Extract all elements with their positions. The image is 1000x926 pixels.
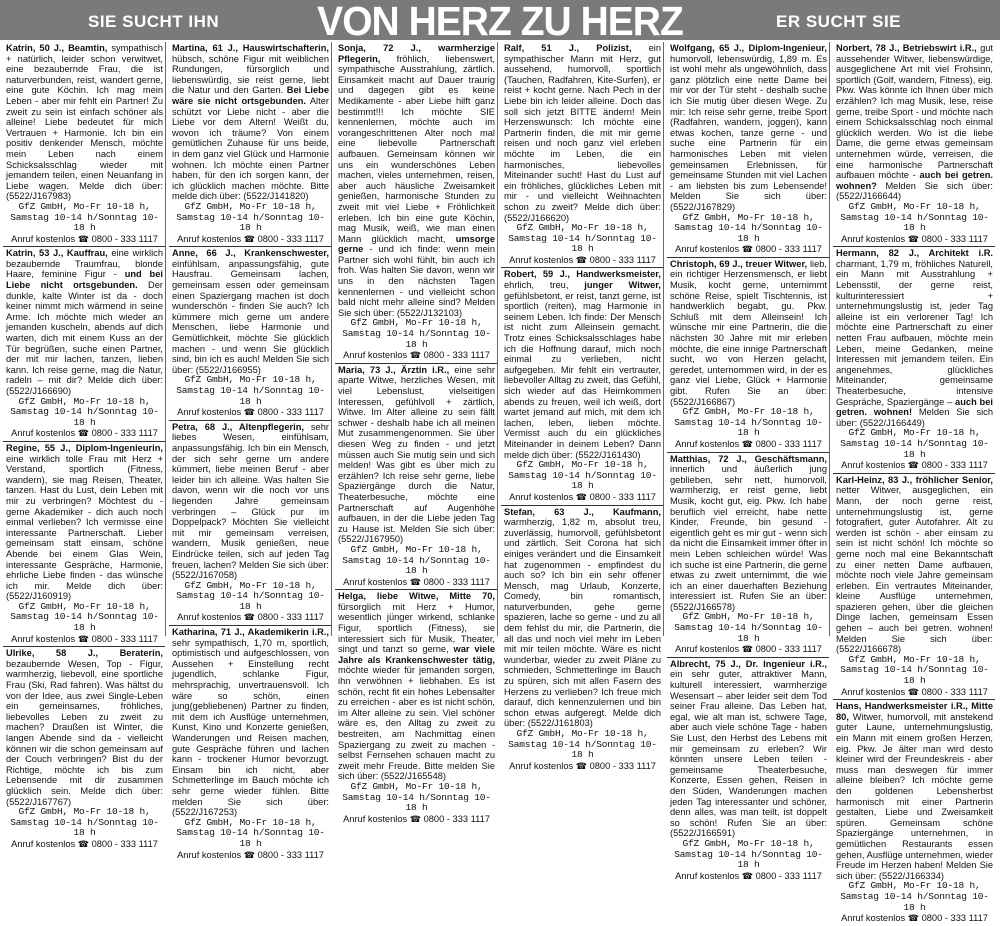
ad-column [3, 42, 166, 849]
classified-ad [667, 453, 829, 658]
contact-hours: Samstag 10-14 h/Sonntag 10-18 h [840, 211, 989, 234]
contact-phone-line [338, 814, 495, 825]
telephone-icon: ☎ [575, 254, 587, 265]
telephone-icon: ☎ [243, 407, 255, 418]
contact-block [504, 729, 661, 771]
contact-phone-number[interactable]: 0800 - 333 1117 [921, 686, 988, 697]
classified-ad [501, 268, 663, 505]
ad-column [501, 42, 664, 771]
contact-block [836, 202, 993, 244]
contact-phone-line [504, 255, 661, 266]
ad-text [172, 422, 329, 581]
ad-column [169, 42, 332, 860]
telephone-icon: ☎ [741, 438, 753, 449]
contact-call-label: Anruf kostenlos [177, 612, 242, 623]
ad-text [670, 454, 827, 613]
classified-ad [169, 626, 331, 862]
contact-company: GfZ GmbH, Mo-Fr 10-18 h, [18, 806, 151, 818]
contact-company: GfZ GmbH, Mo-Fr 10-18 h, [184, 200, 317, 212]
ad-highlight: und bei Liebe nicht ortsgebunden. [6, 269, 163, 291]
ad-highlight: auch bei getren. wohnen! [836, 396, 993, 418]
contact-phone-number[interactable]: 0800 - 333 1117 [91, 838, 158, 849]
ad-body: warmherzig, 1,82 m, absolut treu, zuverlässig, humorvoll, gefühlsbetont und zärtlich. Seit Corona hat sich einiges verändert und die Einsamkeit hat zugenommen - empfindest du auch so? Ich bin ein sehr offener Mensch, mag Urlaub, Konzerte, Comedy, bin romantisch, naturverbunden, gehe gerne spazieren, lache so gerne - und zu all dem fehlst du mir, die Partnerin, die all das und noch viel mehr im Leben mit mir teilen möchte. Wäre es nicht wunderbar, wieder zu zweit Pläne zu schmieden, Schmetterlinge im Bauch zu spüren, sich mit allen Fasern des Herzens zu verlieben? Ich freue mich darauf, dich kennenzulernen und bin schon etwas aufgeregt. Melde dich über: (5522/J161803) [504, 517, 661, 729]
header-right-label: ER SUCHT SIE [776, 12, 902, 31]
classified-ad [169, 421, 331, 626]
ad-title: Martina, 61 J., Hauswirtschafterin, [172, 43, 329, 53]
contact-phone-number[interactable]: 0800 - 333 1117 [257, 849, 324, 860]
contact-company: GfZ GmbH, Mo-Fr 10-18 h, [350, 780, 483, 792]
contact-company: GfZ GmbH, Mo-Fr 10-18 h, [18, 600, 151, 612]
contact-phone-number[interactable]: 0800 - 333 1117 [423, 576, 490, 587]
contact-phone-line [670, 244, 827, 255]
contact-phone-line [670, 644, 827, 655]
telephone-icon: ☎ [741, 870, 753, 881]
ad-title: Katrin, 53 J., Kauffrau, [6, 248, 108, 259]
classified-ad [501, 506, 663, 774]
contact-phone-line [836, 687, 993, 698]
contact-block [338, 318, 495, 360]
ad-body: charmant, 1,79 m, fröhliches Naturell, ein Mann mit Ausstrahlung + Lebensstil, der gerne reist, kulturinteressiert + unternehmungslustig ist, jeder Tag alleine ist ein verlorener Tag! Ich möchte eine Partnerschaft zu einer netten Frau aufbauen, möchte mein Leben, meine Gedanken, meine Interessen mit jemandem teilen. Ein angenehmes, glückliches Miteinander, gemeinsame Theaterbesuche, intensive Gespräche, Spaziergänge – [836, 258, 993, 407]
ad-body: hübsch, schöne Figur mit weiblichen Rundungen, fürsorglich und liebenswürdig, sie reist gerne, liebt die Natur und den Garten. [172, 53, 329, 96]
contact-call-label: Anruf kostenlos [841, 913, 906, 924]
contact-company: GfZ GmbH, Mo-Fr 10-18 h, [682, 837, 815, 849]
contact-phone-number[interactable]: 0800 - 333 1117 [589, 760, 656, 771]
contact-company: GfZ GmbH, Mo-Fr 10-18 h, [350, 543, 483, 555]
contact-call-label: Anruf kostenlos [675, 244, 740, 255]
contact-block [6, 397, 163, 439]
classified-ad [833, 42, 995, 247]
ad-highlight: war viele Jahre als Krankenschwester tätig, [338, 644, 495, 665]
classified-ad [3, 442, 165, 647]
contact-phone-number[interactable]: 0800 - 333 1117 [921, 913, 988, 924]
ad-title: Christoph, 69 J., treuer Witwer, [670, 258, 808, 269]
ad-text [338, 365, 495, 545]
ad-highlight: umsorge gerne [338, 233, 495, 255]
ad-text [836, 475, 993, 655]
contact-call-label: Anruf kostenlos [509, 254, 574, 265]
contact-company: GfZ GmbH, Mo-Fr 10-18 h, [18, 395, 151, 407]
contact-block [836, 655, 993, 697]
ad-highlight: junger Witwer, [584, 280, 661, 291]
ad-title: Albrecht, 75 J., Dr. Ingenieur i.R., [670, 658, 827, 669]
contact-call-label: Anruf kostenlos [177, 233, 242, 244]
ad-body: bezaubernde Wesen, Top - Figur, warmherzig, liebevoll, eine sportliche Frau (Ski, Rad fahren). Was hältst du von der Idee, aus zwei Single-Leben ein gemeinsames, fröhliches, liebevolles Leben zu zweit zu machen? Draußen ist Winter, die langen Abende sind da - vielleicht können wir die schon gemeinsam auf der Couch verbringen? Bist du der Richtige, möchte ich bis zum Lebensende mit dir zusammen glücklich sein. Melde dich über: (5522/J167767) [6, 658, 163, 807]
contact-phone-line [6, 428, 163, 439]
contact-phone-number[interactable]: 0800 - 333 1117 [589, 491, 656, 502]
ad-title: Hans, Handwerksmeister i.R., Mitte 80, [836, 701, 993, 722]
contact-phone-line [172, 850, 329, 861]
telephone-icon: ☎ [77, 633, 89, 644]
ad-column [667, 42, 830, 881]
ad-body: sehr liebes Wesen, einfühlsam, anpassungsfähig. Ich bin ein Mensch, der sich sehr gerne um andere kümmert, liebe meinen Beruf - aber leider bin ich alleine. Was halten Sie davon, wenn wir die noch vor uns liegenden Jahre gemeinsam verbringen – Glück pur im Doppelpack? Möchten Sie vielleicht mit mir gemeinsam verreisen, wandern, Musik genießen, neue Eindrücke teilen, sich auf jeden Tag freuen, lachen? Melden Sie sich über: (5522/J167058) [172, 421, 329, 581]
contact-phone-line [338, 577, 495, 588]
classified-ad [667, 258, 829, 453]
contact-block [6, 602, 163, 644]
contact-hours: Samstag 10-14 h/Sonntag 10-18 h [508, 232, 657, 255]
telephone-icon: ☎ [575, 491, 587, 502]
ad-title: Ulrike, 58 J., Beraterin, [6, 648, 163, 659]
contact-hours: Samstag 10-14 h/Sonntag 10-18 h [674, 416, 823, 439]
ad-text [172, 627, 329, 818]
contact-company: GfZ GmbH, Mo-Fr 10-18 h, [682, 406, 815, 418]
contact-phone-number[interactable]: 0800 - 333 1117 [423, 813, 490, 824]
ad-text [6, 443, 163, 602]
ad-text [670, 659, 827, 839]
contact-hours: Samstag 10-14 h/Sonntag 10-18 h [176, 385, 325, 407]
contact-phone-line [6, 634, 163, 645]
contact-block [836, 428, 993, 470]
contact-hours: Samstag 10-14 h/Sonntag 10-18 h [840, 664, 989, 687]
ad-title: Norbert, 78 J., Betriebswirt i.R., [836, 43, 977, 53]
contact-phone-line [836, 913, 993, 924]
telephone-icon: ☎ [243, 612, 255, 623]
ad-text [670, 259, 827, 407]
contact-phone-line [670, 871, 827, 882]
contact-block [504, 460, 661, 502]
contact-block [172, 581, 329, 623]
ad-body-continued: möchte wieder für jemanden sorgen, ihn verwöhnen + liebhaben. Es ist schön, recht fit ein hohes Lebensalter zu erreichen - aber es ist nicht schön, im Alter alleine zu sein. Viel schöner wäre es, den Alltag zu zweit zu bestreiten, am Nachmittag einen Spaziergang zu zweit zu machen - selbst Fernsehen schauen macht zu zweit mehr Freude. Bitte melden Sie sich über: (5522/J165548) [338, 665, 495, 782]
contact-call-label: Anruf kostenlos [841, 460, 906, 471]
ad-text [172, 248, 329, 375]
contact-company: GfZ GmbH, Mo-Fr 10-18 h, [682, 611, 815, 623]
contact-call-label: Anruf kostenlos [841, 233, 906, 244]
ad-title: Wolfgang, 65 J., Diplom-Ingenieur, [670, 43, 827, 53]
ad-body-continued: Alter schützt vor Liebe nicht - aber die Liebe vor dem Altern! Weißt du, wovon ich träume? Von einem gemütlichen Zuhause für uns beide, in dem ganz viel Glück und Harmonie wohnen. Ich möchte einen Partner haben, für den ich sorgen kann, der ich glücklich machen möchte. Bitte melde dich über: (5522/J141820) [172, 95, 329, 202]
ad-title: Petra, 68 J., Altenpflegerin, [172, 421, 304, 432]
contact-call-label: Anruf kostenlos [11, 633, 76, 644]
telephone-icon: ☎ [907, 460, 919, 471]
ad-title: Maria, 73 J., Ärztin i.R., [338, 364, 450, 375]
ad-title: Hermann, 82 J., Architekt i.R. [836, 248, 993, 259]
contact-phone-number[interactable]: 0800 - 333 1117 [257, 612, 324, 623]
contact-company: GfZ GmbH, Mo-Fr 10-18 h, [184, 374, 317, 386]
ad-body: fürsorglich mit Herz + Humor, wesentlich jünger wirkend, schlanke Figur, sportlich (Fitness), sie interessiert sich für Musik, Theater, singt und tanzt so gerne, [338, 601, 495, 655]
contact-hours: Samstag 10-14 h/Sonntag 10-18 h [176, 827, 325, 849]
telephone-icon: ☎ [77, 428, 89, 439]
telephone-icon: ☎ [409, 813, 421, 824]
ad-title: Katharina, 71 J., Akademikerin i.R., [172, 627, 329, 638]
contact-phone-number[interactable]: 0800 - 333 1117 [921, 460, 988, 471]
classified-ad [501, 42, 663, 268]
telephone-icon: ☎ [907, 686, 919, 697]
classified-ad [335, 42, 497, 364]
telephone-icon: ☎ [243, 849, 255, 860]
ad-body: ein sympathischer Mann mit Herz, gut aussehend, humorvoll, sportlich (Tauchen, Radfahren, Kite-Surfen), er reist + kocht gerne. Nach Pech in der Liebe bin ich leider alleine. Doch das soll sich jetzt BITTE ändern! Mein Herzenswunsch: Ich möchte eine Partnerin finden, die mit mir gerne reisen und noch ganz viel erleben möchte im Leben, die ein harmonisches, liebevolles Miteinander sucht! Hast du Lust auf ein fröhliches, glückliches Leben mit mir - und vielleicht Weihnachten schon zu zweit? Melde dich über: (5522/J166620) [504, 43, 661, 223]
ad-body: eine wirklich bezaubernde Traumfrau, blonde Haare, feminine Figur - [6, 248, 163, 280]
telephone-icon: ☎ [77, 838, 89, 849]
ads-columns [3, 42, 998, 924]
contact-company: GfZ GmbH, Mo-Fr 10-18 h, [184, 579, 317, 591]
classified-ad [169, 247, 331, 421]
contact-phone-number[interactable]: 0800 - 333 1117 [755, 870, 822, 881]
contact-hours: Samstag 10-14 h/Sonntag 10-18 h [342, 328, 491, 350]
ad-body: humorvoll, lebenswürdig, 1,89 m. Es ist wohl mehr als ungewöhnlich, dass ganz plötzlich eine nette Dame bei mir vor der Tür steht - deshalb suche ich Sie mutig über diesen Wege. Zu mir: Ich reise sehr gerne, treibe Sport (Radfahren, wandern, joggen), kann etwas kochen, tanze gerne - und suche eine Partnerin für ein harmonisches Leben mit vielen gemeinsamen Erlebnissen, für gemeinsame Stunden mit viel Lachen - am liebsten bis zum Lebensende! Melden Sie sich über: (5522/J167829) [670, 53, 827, 212]
contact-phone-number[interactable]: 0800 - 333 1117 [755, 244, 822, 255]
ad-body: netter Witwer, ausgeglichen, ein Mann, der noch gerne reist, unternehmungslustig ist, gerne fotografiert, guter Autofahrer. Alt zu werden ist schön - aber einsam zu sein ist nicht schön! Ich möchte so gerne noch mal eine Bekanntschaft zu einer netten Dame aufbauen, möchte noch viele Jahre gemeinsam erleben. Ein vertrautes Miteinander, kleine Ausflüge unternehmen, spazieren gehen, über die gleichen Dinge lachen, gemeinsam Essen gehen – auch bei getren. wohnen! Melden Sie sich über: (5522/J166678) [836, 485, 993, 655]
contact-company: GfZ GmbH, Mo-Fr 10-18 h, [848, 653, 981, 665]
ad-text [6, 43, 163, 202]
telephone-icon: ☎ [907, 913, 919, 924]
contact-phone-number[interactable]: 0800 - 333 1117 [91, 233, 158, 244]
contact-hours: Samstag 10-14 h/Sonntag 10-18 h [840, 890, 989, 913]
ad-highlight: Bei Liebe wäre sie nicht ortsgebunden. [172, 85, 329, 106]
contact-phone-number[interactable]: 0800 - 333 1117 [921, 233, 988, 244]
classified-ad [169, 42, 331, 247]
contact-phone-number[interactable]: 0800 - 333 1117 [423, 350, 490, 361]
ad-text [338, 43, 495, 318]
ad-body-continued: - und ich finde: wenn mein Partner sich wohl fühlt, bin auch ich froh. Was halten Sie davon, wenn wir uns in den nächsten Tagen kennenlernen - und vielleicht schon bald nicht mehr alleine sind? Melden Sie sich über: (5522/J132103) [338, 244, 495, 318]
ad-body: ehrlich, treu, [504, 280, 569, 291]
ad-text [6, 248, 163, 396]
ad-column [833, 42, 995, 924]
contact-company: GfZ GmbH, Mo-Fr 10-18 h, [184, 816, 317, 828]
classified-ad [335, 590, 497, 826]
telephone-icon: ☎ [575, 760, 587, 771]
telephone-icon: ☎ [741, 644, 753, 655]
ad-text [836, 43, 993, 202]
ad-body: sehr sympathisch, 1,70 m, sportlich, optimistisch und aufgeschlossen, von Aussehen + Einstellung recht jugendlich, schlanke Figur, mehrsprachig, unvertrauensvoll. Ich wäre so schön, einen jung(gebliebenen) Partner zu finden, mit dem ich Ausflüge unternehmen, Kunst, Kino und Konzerte genießen, Wanderungen und Reisen machen, gute Gespräche führen und lachen kann - trockener Humor bevorzugt. Einsam bin ich nicht, aber Schmetterlinge im Bauch möchte ich sehr gerne wieder fühlen. Bitte melden Sie sich über: (5522/J167253) [172, 637, 329, 818]
ad-text [172, 43, 329, 202]
contact-hours: Samstag 10-14 h/Sonntag 10-18 h [342, 791, 491, 814]
ad-text [504, 43, 661, 223]
ad-title: Matthias, 72 J., Geschäftsmann, [670, 453, 827, 464]
classified-ad [667, 42, 829, 258]
contact-company: GfZ GmbH, Mo-Fr 10-18 h, [848, 200, 981, 212]
contact-call-label: Anruf kostenlos [177, 849, 242, 860]
ad-body: lieb, ein richtiger Herzensmensch, er liebt Musik, kocht gerne, unternimmt schöne Reise, spielt Tischtennis, ist handwerklich begabt, gu. Pkw. Schluß mit dem Alleinsein! Ich wünsche mir eine Partnerin, die die nächsten 30 Jahre mit mir erleben möchte, die eine innige Partnerschaft sucht, wo von Herzen gelacht, geredet, unternommen wird, in der es ganz viel Liebe, Glück + Harmonie gibt. Rufen Sie an über: (5522/J166867) [670, 258, 827, 407]
contact-block [172, 818, 329, 860]
contact-block [172, 375, 329, 417]
ad-body-continued: Melden Sie sich über: (5522/J166449) [836, 407, 993, 428]
classified-ad [3, 247, 165, 442]
contact-phone-number[interactable]: 0800 - 333 1117 [755, 644, 822, 655]
contact-phone-line [172, 612, 329, 623]
contact-hours: Samstag 10-14 h/Sonntag 10-18 h [10, 211, 159, 234]
ad-title: Katrin, 50 J., Beamtin, [6, 43, 108, 53]
contact-hours: Samstag 10-14 h/Sonntag 10-18 h [508, 738, 657, 761]
contact-phone-line [172, 407, 329, 418]
contact-hours: Samstag 10-14 h/Sonntag 10-18 h [176, 590, 325, 612]
telephone-icon: ☎ [243, 233, 255, 244]
contact-block [670, 839, 827, 881]
contact-call-label: Anruf kostenlos [509, 491, 574, 502]
contact-hours: Samstag 10-14 h/Sonntag 10-18 h [176, 211, 325, 234]
ad-text [836, 701, 993, 881]
contact-call-label: Anruf kostenlos [675, 644, 740, 655]
telephone-icon: ☎ [907, 233, 919, 244]
contact-call-label: Anruf kostenlos [841, 686, 906, 697]
ad-body: einfühlsam, anpassungsfähig, gute Hausfrau. Gemeinsam lachen, gemeinsam essen oder gemeinsam einen Spaziergang machen ist doch wunderschön - finden Sie auch? Ich kümmere mich gerne um andere Menschen, liebe Harmonie und Gemütlichkeit, möchte Sie glücklich machen - und wenn Sie glücklich sind, bin ich es auch! Melden Sie sich über: (5522/J166955) [172, 258, 329, 375]
contact-call-label: Anruf kostenlos [11, 233, 76, 244]
ad-title: Karl-Heinz, 83 J., fröhlicher Senior, [836, 474, 993, 485]
ad-title: Ralf, 51 J., Polizist, [504, 43, 632, 53]
contact-company: GfZ GmbH, Mo-Fr 10-18 h, [848, 427, 981, 439]
ad-text [6, 648, 163, 807]
contact-phone-line [504, 492, 661, 503]
ad-column [335, 42, 498, 824]
ad-body: gut aussehender Witwer, liebenswürdige, ausgeglichene Art mit viel Frohsinn, sportlich (Golf, wandern, Fitness), eig. Pkw. Was könnte ich Ihnen über mich erzählen? Ich mag Musik, lese, reise gerne, treibe Sport - und möchte nach einem Schicksalsschlag noch einmal glücklich werden. Wo ist die liebe Dame, die gerne etwas gemeinsam unternehmen würde, verreisen, die eine harmonische Partnerschaft aufbauen möchte - [836, 43, 993, 181]
contact-block [338, 545, 495, 587]
ad-text [670, 43, 827, 213]
contact-block [6, 807, 163, 849]
ad-highlight: auch bei getren. wohnen? [836, 170, 993, 191]
ad-body: ein sehr guter, attraktiver Mann, kulturell interessiert, warmherzige Wesensart – aber leider seit dem Tod seiner Frau alleine. Das Leben hat, egal, wie alt man ist, schwere Tage, aber auch viele schöne Tage - haben Sie Lust, den Herbst des Lebens mit mir gemeinsam zu erleben? Wir könnten unsere Leben teilen - gemeinsame Theaterbesuche, Konzerte, Essen gehen, Reisen in den Süden, Wanderungen machen jeden Tag interessanter und schöner, denn alles, was man teilt, ist doppelt so schön! Rufen Sie an über: (5522/J166591) [670, 669, 827, 839]
contact-company: GfZ GmbH, Mo-Fr 10-18 h, [682, 211, 815, 223]
contact-phone-number[interactable]: 0800 - 333 1117 [257, 233, 324, 244]
contact-phone-line [836, 234, 993, 245]
contact-hours: Samstag 10-14 h/Sonntag 10-18 h [840, 437, 989, 460]
contact-block [670, 612, 827, 654]
telephone-icon: ☎ [409, 576, 421, 587]
contact-phone-line [6, 234, 163, 245]
contact-phone-number[interactable]: 0800 - 333 1117 [91, 428, 158, 439]
contact-call-label: Anruf kostenlos [11, 838, 76, 849]
ad-text [504, 269, 661, 460]
ad-body: innerlich und äußerlich jung geblieben, sehr nett, humorvoll, warmherzig, er reist gerne, liebt Musik, kocht gut, eig. Pkw. Ich habe beruflich viel erreicht, habe nette Kinder, Freunde, bin gesund - eigentlich geht es mir gut - wenn sich da nicht die Einsamkeit immer öfter in mein Leben schleichen würde! Was ich suche ist eine Partnerin, die gerne etwas zu zweit unternimmt, die wie ich an einer dauerhaften Beziehung interessiert ist. Rufen Sie an über: (5522/J166578) [670, 464, 827, 612]
contact-company: GfZ GmbH, Mo-Fr 10-18 h, [516, 222, 649, 234]
classified-ad [833, 247, 995, 473]
ad-text [504, 507, 661, 729]
contact-company: GfZ GmbH, Mo-Fr 10-18 h, [350, 317, 483, 329]
ad-text [338, 591, 495, 782]
contact-block [670, 213, 827, 255]
classified-ad [667, 658, 829, 883]
contact-block [6, 202, 163, 244]
ad-title: Robert, 59 J., Handwerksmeister, [504, 269, 661, 280]
header-bar [0, 0, 1000, 44]
contact-phone-line [836, 460, 993, 471]
contact-phone-number[interactable]: 0800 - 333 1117 [589, 254, 656, 265]
contact-block [504, 223, 661, 265]
ad-body-continued: gefühlsbetont, er reist, tanzt gerne, ist sportlich (reiten), mag Harmonie in seinem Leben. Ich finde: Der Mensch ist nicht zum Alleinsein gemacht. Trotz eines Schicksalsschlages habe ich die Hoffnung darauf, mich noch einmal zu verlieben, nicht aufgegeben. Mir fehlt ein vertrauter, liebevoller Alltag zu zweit, das Gefühl, sich wieder auf das Heimkommen abends zu freuen, weil ich weiß, dort wartet jemand auf mich, mit dem ich lachen, leben, lieben möchte. Vermisst auch du ein glückliches Miteinander in deinem Leben? Dann melde dich über: (5522/J161430) [504, 290, 661, 460]
telephone-icon: ☎ [409, 350, 421, 361]
contact-call-label: Anruf kostenlos [675, 438, 740, 449]
ad-text [836, 248, 993, 428]
classified-ad [833, 700, 995, 925]
ad-body: Witwer, humorvoll, mit anstekend guter Laune, unternehmungslustig, ein Mann mit einem großen Herzen, eig. Pkw. Je älter man wird desto kleiner wird der Freundeskreis - aber muss man deswegen für immer alleine bleiben? Ich möchte gerne den goldenen Lebensherbst harmonisch mit einer Partnerin gestalten, Liebe und Zweisamkeit spüren. Gemeinsam schöne Spaziergänge unternehmen, in gemütlichen Restaurants essen gehen, Ausflüge unternehmen, wieder Freude im Herzen haben! Melden Sie sich über: (5522/J166334) [836, 711, 993, 881]
telephone-icon: ☎ [77, 233, 89, 244]
contact-call-label: Anruf kostenlos [177, 407, 242, 418]
contact-call-label: Anruf kostenlos [343, 576, 408, 587]
ad-title: Sonja, 72 J., warmherzige Pflegerin, [338, 43, 495, 64]
ad-title: Regine, 55 J., Diplom-Ingenieurin, [6, 442, 163, 453]
contact-phone-line [6, 839, 163, 850]
contact-hours: Samstag 10-14 h/Sonntag 10-18 h [342, 554, 491, 577]
contact-block [338, 782, 495, 824]
contact-hours: Samstag 10-14 h/Sonntag 10-18 h [508, 469, 657, 492]
contact-call-label: Anruf kostenlos [343, 350, 408, 361]
contact-hours: Samstag 10-14 h/Sonntag 10-18 h [674, 622, 823, 644]
classified-ad [3, 647, 165, 851]
contact-phone-line [504, 761, 661, 772]
contact-hours: Samstag 10-14 h/Sonntag 10-18 h [10, 816, 159, 839]
contact-company: GfZ GmbH, Mo-Fr 10-18 h, [516, 728, 649, 739]
contact-hours: Samstag 10-14 h/Sonntag 10-18 h [674, 848, 823, 871]
contact-phone-number[interactable]: 0800 - 333 1117 [755, 438, 822, 449]
contact-block [172, 202, 329, 244]
classified-ad [3, 42, 165, 247]
contact-block [836, 881, 993, 923]
ad-body-continued: Der dunkle, kalte Winter ist da - doch keiner nimmt mich wärmend in seine Arme. Ich möchte mich wieder an jemanden kuscheln, abends auf dich warten, dich mit einem Kuss an der Tür begrüßen, suche einen Partner, der mit mir lachen, tanzen, lieben kann. Ich reise gerne, mag die Natur, radeln – mit dir? Melde dich über: (5522/J166690) [6, 280, 163, 396]
contact-hours: Samstag 10-14 h/Sonntag 10-18 h [674, 222, 823, 244]
telephone-icon: ☎ [741, 244, 753, 255]
contact-company: GfZ GmbH, Mo-Fr 10-18 h, [18, 200, 151, 212]
contact-company: GfZ GmbH, Mo-Fr 10-18 h, [848, 880, 981, 892]
header-left-label: SIE SUCHT IHN [88, 12, 220, 31]
contact-phone-line [338, 350, 495, 361]
page-title: VON HERZ ZU HERZ [317, 0, 683, 44]
ad-body: fröhlich, liebenswert, sympathische Ausstrahlung, zärtlich. Einsamkeit macht auf Dauer traurig und dagegen gibt es keine Medikamente - aber Liebe hilft ganz bestimmt!!! Ich möchte SIE kennenlernen, möchte auch im vorangeschrittenen Alter noch mal eine liebevolle Partnerschaft aufbauen. Gemeinsam können wir uns ein wunderschönes Leben machen, vieles unternehmen, reisen, aber auch häusliche Zweisamkeit genießen, harmonische Stunden zu zweit mit viel Liebe + Fröhlichkeit erleben. Ich bin eine gute Köchin, mag Musik, weiß, wie man einen Mann glücklich macht, [338, 53, 495, 244]
contact-phone-number[interactable]: 0800 - 333 1117 [257, 407, 324, 418]
contact-call-label: Anruf kostenlos [11, 428, 76, 439]
contact-hours: Samstag 10-14 h/Sonntag 10-18 h [10, 406, 159, 428]
contact-hours: Samstag 10-14 h/Sonntag 10-18 h [10, 611, 159, 634]
contact-block [670, 407, 827, 449]
contact-call-label: Anruf kostenlos [509, 760, 574, 771]
ad-title: Anne, 66 J., Krankenschwester, [172, 248, 329, 259]
contact-phone-number[interactable]: 0800 - 333 1117 [91, 633, 158, 644]
contact-call-label: Anruf kostenlos [675, 870, 740, 881]
classified-ad [335, 364, 497, 590]
contact-call-label: Anruf kostenlos [343, 813, 408, 824]
contact-phone-line [670, 439, 827, 450]
ad-body: eine wirklich tolle Frau mit Herz + Verstand, sportlich (Fitness, wandern), sie mag Reisen, Theater, tanzen. Hast du Lust, dein Leben mit mir zu verbringen? Möchtest du - gerne Akademiker - dich auch noch einmal verlieben? Ich vermisse eine interessante Partnerschaft. Lieber gemeinsam statt einsam, schöne Abende bei einem Glas Wein, interessante Gespräche, Harmonie, ehrliche Liebe finden - das wünsche ich mir. Melde dich über: (5522/J160919) [6, 453, 163, 602]
ad-body-continued: Melden Sie sich über: (5522/J166644) [836, 180, 993, 202]
ad-title: Helga, liebe Witwe, Mitte 70, [338, 591, 495, 602]
ad-body: sympathisch + natürlich, leider schon verwitwet, eine bezaubernde Frau, die ist naturverbunden, reist, wandert gerne, eine gute Köchin. Ich mag mein Leben - aber mir fehlt ein Partner! Zu zweit zu sein ist einfach schöner als alleine! Liebe bedeutet für mich Vertrauen + Harmonie. Ich bin ein positiv denkender Mensch, möchte mein Leben nach einem Schicksalsschlag wieder mit jemandem teilen, einen Neuanfang in Liebe wagen. Melde dich über: (5522/J167983) [6, 43, 163, 202]
contact-company: GfZ GmbH, Mo-Fr 10-18 h, [516, 459, 649, 471]
ad-body: eine sehr aparte Witwe, herzliches Wesen, mit viel Lebenslust, vielseitigen Interessen, gefühlvoll + zärtlich, Witwe. Im Alter alleine zu sein fällt schwer - deshalb habe ich all meinen Mut zusammengenommen. Sie über diesen Weg zu finden - und jetzt müssen auch Sie mutig sein und sich melden! Was gibt es über mich zu erzählen? Ich reise sehr gerne, liebe Spaziergänge durch die Natur, Theaterbesuche, möchte eine Partnerschaft auf Augenhöhe aufbauen, in der die Liebe jeden Tag zu Hause ist. Melden Sie sich über: (5522/J167950) [338, 364, 496, 545]
contact-phone-line [172, 234, 329, 245]
ad-title: Stefan, 63 J., Kaufmann, [504, 506, 661, 517]
classified-ad [833, 474, 995, 700]
